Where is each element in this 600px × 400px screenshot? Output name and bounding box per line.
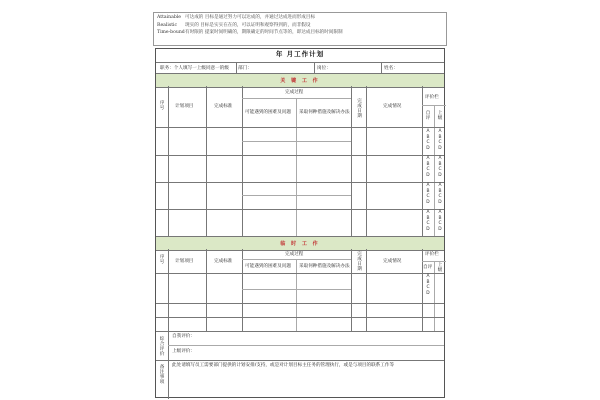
grades-superior-row3: A B C D — [438, 183, 442, 205]
header-seq: 序号 — [159, 101, 165, 111]
temp-header-process: 完成过程 — [285, 252, 304, 257]
header-issues: 可能遇到的困难及问题 — [245, 110, 291, 115]
header-process: 完成过程 — [285, 90, 304, 95]
temp-work-label: 临 时 工 作 — [280, 241, 320, 247]
header-self: 自评 — [425, 111, 431, 121]
note-section-label: 备注事项 — [159, 365, 165, 385]
temp-work-band — [156, 236, 444, 251]
smart-term: Time-bound — [157, 30, 185, 36]
smart-criteria-box — [153, 12, 447, 46]
job-label: 职务：个人填写一上级同意一的级 — [160, 66, 229, 71]
temp-header-date: 完成日期 — [357, 252, 362, 272]
smart-term: Attainable — [157, 15, 181, 20]
superior-eval-label: 上级评价： — [172, 349, 195, 354]
header-superior: 上级 — [437, 111, 443, 121]
temp-header-seq: 序号 — [159, 255, 165, 265]
header-score: 评价栏 — [425, 95, 439, 100]
temp-header-self: 自评 — [423, 265, 433, 270]
grades-self-row1: A B C D — [426, 129, 430, 151]
smart-desc: 可达成的 目标是通过努力可以达成的，并通过达成进而形成目标 — [185, 15, 316, 20]
grades-superior-row2: A B C D — [438, 156, 442, 178]
temp-header-solutions: 采取何种措施及解决办法 — [299, 264, 350, 269]
header-status: 完成情况 — [383, 104, 402, 109]
key-work-band — [156, 73, 444, 88]
position-label: 岗位： — [317, 66, 331, 71]
summary-section-label: 综合评价 — [159, 337, 165, 357]
self-eval-label: 自我评价： — [172, 334, 195, 339]
smart-line-timebound — [157, 29, 443, 37]
temp-header-standard: 完成标准 — [214, 259, 233, 264]
temp-header-status: 完成情况 — [383, 259, 402, 264]
temp-header-issues: 可能遇到的困难及问题 — [245, 264, 291, 269]
smart-line-realistic — [157, 22, 443, 30]
grades-self-temp1: A B C D — [426, 274, 430, 296]
header-date: 完成日期 — [357, 99, 362, 119]
grades-self-row4: A B C D — [426, 210, 430, 232]
header-standard: 完成标准 — [214, 104, 233, 109]
grades-superior-row1: A B C D — [438, 129, 442, 151]
note-text: 此处请填写员工需要部门提供的计划安排/支持，或是对计划目标主任务的管理执行，或是与项目的联系工作等 — [172, 363, 395, 368]
temp-header-score: 评价栏 — [425, 252, 439, 257]
dept-label: 部门： — [238, 66, 252, 71]
key-work-label: 关 键 工 作 — [280, 78, 320, 84]
smart-term: Realistic — [157, 22, 178, 28]
grades-self-row2: A B C D — [426, 156, 430, 178]
smart-desc: 有时限的 提案时间明确的，期限确定的时间节点等的，即达成目标的时间限制 — [185, 30, 343, 36]
name-label: 姓名： — [384, 66, 398, 71]
sheet-title: 年 月工作计划 — [275, 50, 325, 58]
smart-desc: 现实的 目标是实实在在的，可以证明和观察得到的，而非假设 — [185, 22, 311, 28]
grades-superior-row4: A B C D — [438, 210, 442, 232]
header-plan: 计划项目 — [175, 104, 194, 109]
grades-self-row3: A B C D — [426, 183, 430, 205]
temp-header-superior: 上级 — [437, 263, 443, 273]
header-solutions: 采取何种措施及解决办法 — [299, 110, 350, 115]
work-plan-sheet — [155, 48, 445, 398]
temp-header-plan: 计划项目 — [175, 259, 194, 264]
smart-line-attainable — [157, 14, 443, 22]
